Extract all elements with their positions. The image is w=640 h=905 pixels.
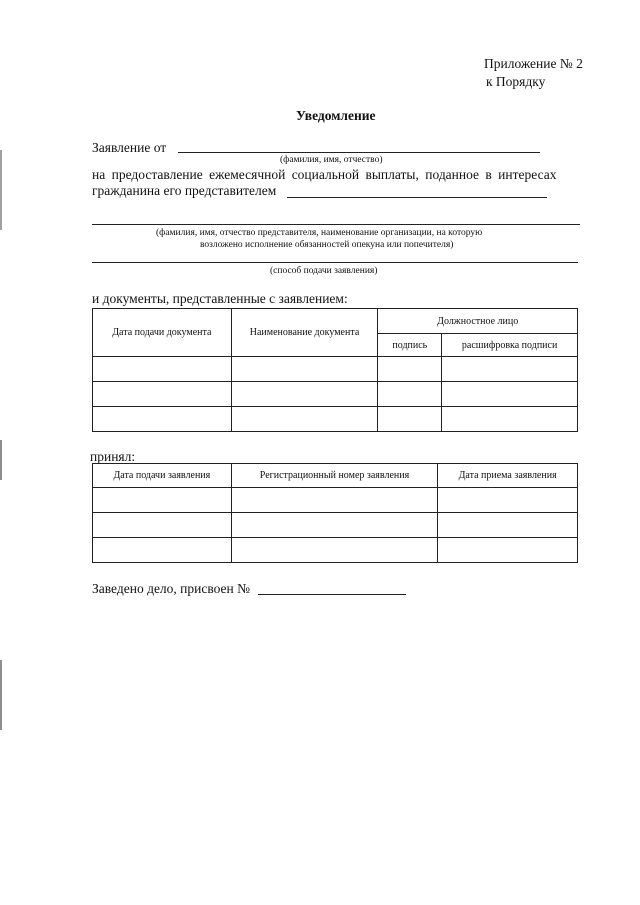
table-cell xyxy=(93,513,232,538)
table-cell xyxy=(438,538,578,563)
header-decode: расшифровка подписи xyxy=(442,334,578,357)
header-sign: подпись xyxy=(378,334,442,357)
table-row xyxy=(93,407,578,432)
table-cell xyxy=(93,488,232,513)
scan-mark xyxy=(0,660,2,730)
header-registration-number: Регистрационный номер заявления xyxy=(231,464,438,488)
table-cell xyxy=(93,407,232,432)
table-cell xyxy=(438,513,578,538)
table-cell xyxy=(442,407,578,432)
representative-hint2: возложено исполнение обязанностей опекуна или попечителя) xyxy=(200,240,454,250)
method-line xyxy=(92,262,578,263)
body-line1: на предоставление ежемесячной социальной выплаты, поданное в интересах xyxy=(92,167,557,182)
statement-from-label: Заявление от xyxy=(92,140,167,155)
table-cell xyxy=(231,357,378,382)
table-cell xyxy=(438,488,578,513)
table-cell xyxy=(378,382,442,407)
header-application-date: Дата подачи заявления xyxy=(93,464,232,488)
table-cell xyxy=(231,407,378,432)
registration-table xyxy=(92,463,578,563)
table-cell xyxy=(93,357,232,382)
header-date: Дата подачи документа xyxy=(93,309,232,357)
table-cell xyxy=(231,513,438,538)
scan-mark xyxy=(0,150,2,230)
table-cell xyxy=(93,382,232,407)
table-cell xyxy=(378,357,442,382)
page-title: Уведомление xyxy=(296,108,376,123)
table-row xyxy=(93,538,578,563)
accepted-label: принял: xyxy=(90,449,136,464)
table-row xyxy=(93,382,578,407)
header-name: Наименование документа xyxy=(231,309,378,357)
table-row xyxy=(93,357,578,382)
case-assigned-label: Заведено дело, присвоен № xyxy=(92,581,251,596)
header-official: Должностное лицо xyxy=(378,309,578,334)
table-cell xyxy=(231,382,378,407)
representative-hint1: (фамилия, имя, отчество представителя, наименование организации, на которую xyxy=(156,228,483,238)
table-cell xyxy=(93,538,232,563)
appendix-line2: к Порядку xyxy=(486,74,546,89)
representative-line xyxy=(287,197,547,198)
documents-table xyxy=(92,308,578,432)
fio-hint: (фамилия, имя, отчество) xyxy=(280,155,383,165)
table-cell xyxy=(231,488,438,513)
body-line2: гражданина его представителем xyxy=(92,183,277,198)
table-row xyxy=(93,513,578,538)
table-cell xyxy=(442,382,578,407)
table-cell xyxy=(231,538,438,563)
fio-line xyxy=(178,152,540,153)
table-cell xyxy=(442,357,578,382)
case-number-line xyxy=(258,594,406,595)
scan-mark xyxy=(0,440,2,480)
header-receipt-date: Дата приема заявления xyxy=(438,464,578,488)
table-cell xyxy=(378,407,442,432)
table-row xyxy=(93,488,578,513)
representative-full-line xyxy=(92,224,580,225)
method-hint: (способ подачи заявления) xyxy=(270,266,378,276)
appendix-line1: Приложение № 2 xyxy=(484,56,583,71)
documents-intro: и документы, представленные с заявлением: xyxy=(92,291,348,306)
